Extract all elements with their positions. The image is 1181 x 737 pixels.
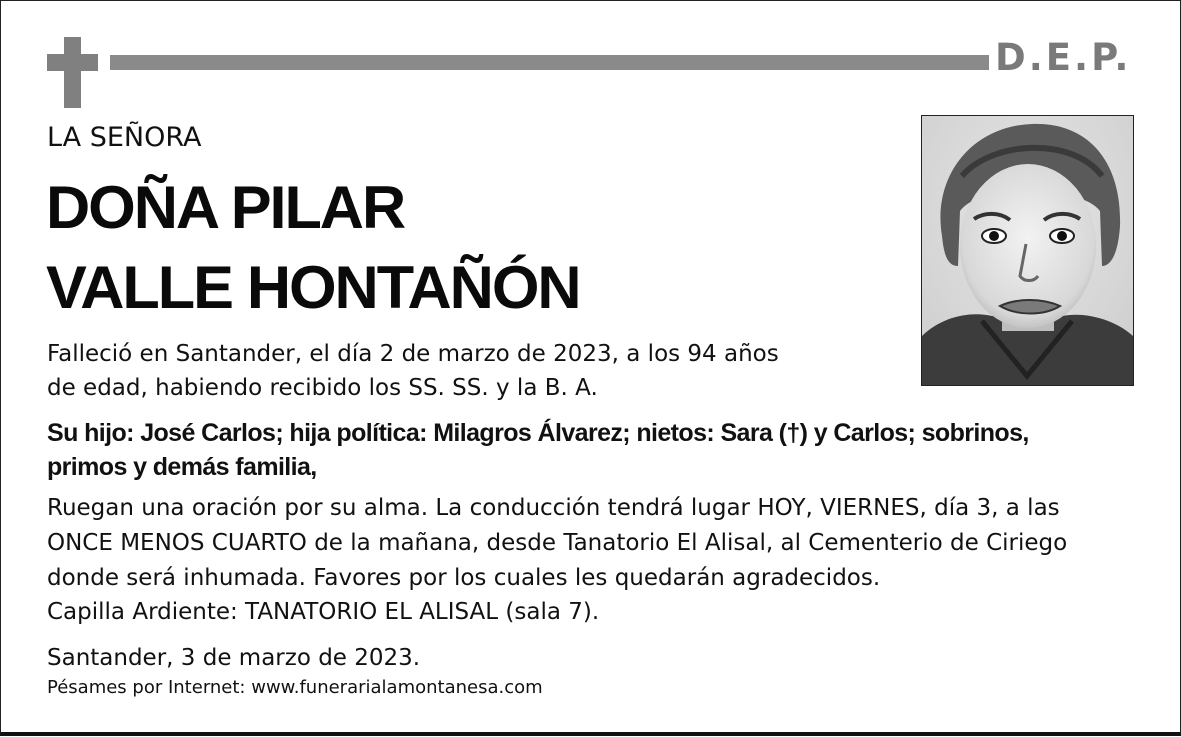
place-date: Santander, 3 de marzo de 2023. (47, 645, 421, 671)
death-info-line1: Falleció en Santander, el día 2 de marzo de 2023, a los 94 años (47, 341, 779, 367)
service-line2: ONCE MENOS CUARTO de la mañana, desde Tanatorio El Alisal, al Cementerio de Ciriego (47, 530, 1068, 556)
cross-icon-bar (47, 54, 98, 71)
service-line1: Ruegan una oración por su alma. La conducción tendrá lugar HOY, VIERNES, día 3, a las (47, 495, 1060, 521)
family-line2: primos y demás familia, (47, 453, 317, 481)
portrait-photo (921, 115, 1134, 386)
dep-label: D.E.P. (995, 36, 1132, 79)
header-rule (110, 55, 989, 70)
portrait-image (922, 116, 1133, 385)
family-line1: Su hijo: José Carlos; hija política: Milagros Álvarez; nietos: Sara (†) y Carlos; sobrinos, (47, 419, 1029, 447)
deceased-name-line2: VALLE HONTAÑÓN (46, 254, 580, 321)
honorific: LA SEÑORA (47, 122, 202, 153)
chapel-info: Capilla Ardiente: TANATORIO EL ALISAL (sala 7). (47, 599, 600, 625)
service-line3: donde será inhumada. Favores por los cuales les quedarán agradecidos. (47, 565, 881, 591)
condolences-link: Pésames por Internet: www.funerarialamontanesa.com (47, 677, 543, 698)
cross-icon (64, 37, 81, 108)
deceased-name-line1: DOÑA PILAR (46, 174, 405, 241)
death-info-line2: de edad, habiendo recibido los SS. SS. y la B. A. (47, 375, 598, 401)
